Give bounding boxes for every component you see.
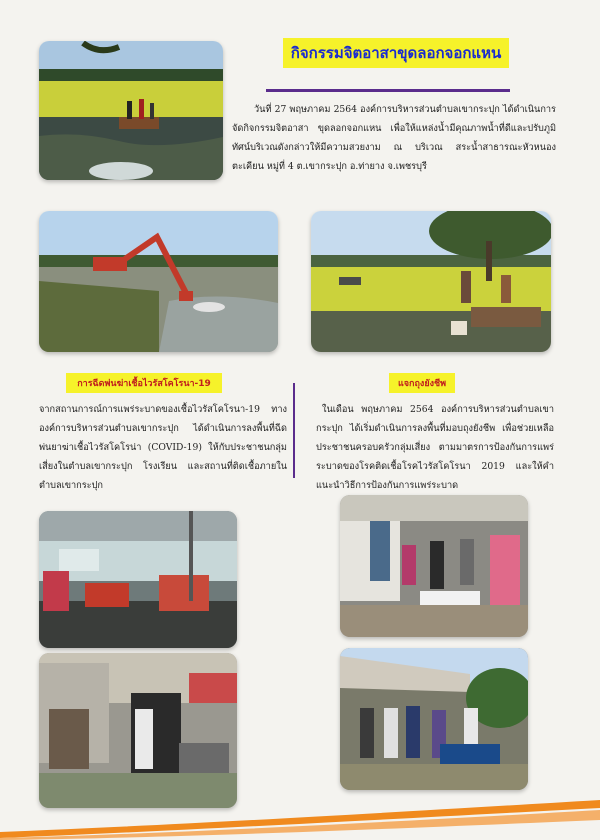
- page-title: [283, 38, 509, 68]
- relief-bag-heading-text: แจกถุงยังชีพ: [397, 379, 447, 389]
- footer-decoration: [0, 780, 600, 840]
- photo-pond-people: [311, 211, 551, 352]
- covid-spray-heading-text: การฉีดพ่นฆ่าเชื้อไวรัสโคโรนา-19: [77, 379, 211, 389]
- relief-bag-text: ในเดือน พฤษภาคม 2564 องค์การบริหารส่วนตำบลเขากระปุก ได้เริ่มดำเนินการลงพื้นที่มอบถุงยังชีพ เพื่อช่วยเหลือประชาชนครอบครัวกลุ่มเสี่ยง ตามมาตรการป้องกันการแพร่ระบาดของโรคติดเชื้อโรคไวรัสโคโรนา 2019 และให้คำแนะนำวิธีการป้องกันการแพร่ระบาด: [316, 404, 554, 491]
- covid-spray-paragraph: [39, 400, 287, 495]
- covid-spray-heading: [66, 373, 222, 393]
- page-title-text: กิจกรรมจิตอาสาขุดลอกจอกแหน: [290, 44, 502, 62]
- photo-relief-distribution: [340, 648, 528, 790]
- column-divider: [293, 383, 295, 478]
- intro-paragraph: [232, 100, 556, 176]
- photo-pond-boat: [39, 41, 223, 180]
- photo-excavator: [39, 211, 278, 352]
- photo-relief-bags: [340, 495, 528, 637]
- relief-bag-heading: [389, 373, 455, 393]
- intro-text: วันที่ 27 พฤษภาคม 2564 องค์การบริหารส่วนตำบลเขากระปุก ได้ดำเนินการจัดกิจกรรมจิตอาสา ขุดลอกจอกแหน เพื่อให้แหล่งน้ำมีคุณภาพน้ำที่ดีและปรับภูมิทัศน์บริเวณดังกล่าวให้มีความสวยงาม ณ บริเวณ สระน้ำสาธารณะหัวหนองตะเคียน หมู่ที่ 4 ต.เขากระปุก อ.ท่ายาง จ.เพชรบุรี: [232, 104, 556, 172]
- covid-spray-text: จากสถานการณ์การแพร่ระบาดของเชื้อไวรัสโคโรนา-19 ทางองค์การบริหารส่วนตำบลเขากระปุก ได้ดำเนินการลงพื้นที่ฉีดพ่นยาฆ่าเชื้อไวรัสโคโรน่า (COVID-19) ให้กับประชาชนกลุ่มเสี่ยงในตำบลเขากระปุก โรงเรียน และสถานที่ติดเชื้อภายในตำบลเขากระปุก: [39, 404, 287, 491]
- title-underline: [266, 89, 510, 92]
- photo-school-interior: [39, 511, 237, 648]
- relief-bag-paragraph: [316, 400, 554, 495]
